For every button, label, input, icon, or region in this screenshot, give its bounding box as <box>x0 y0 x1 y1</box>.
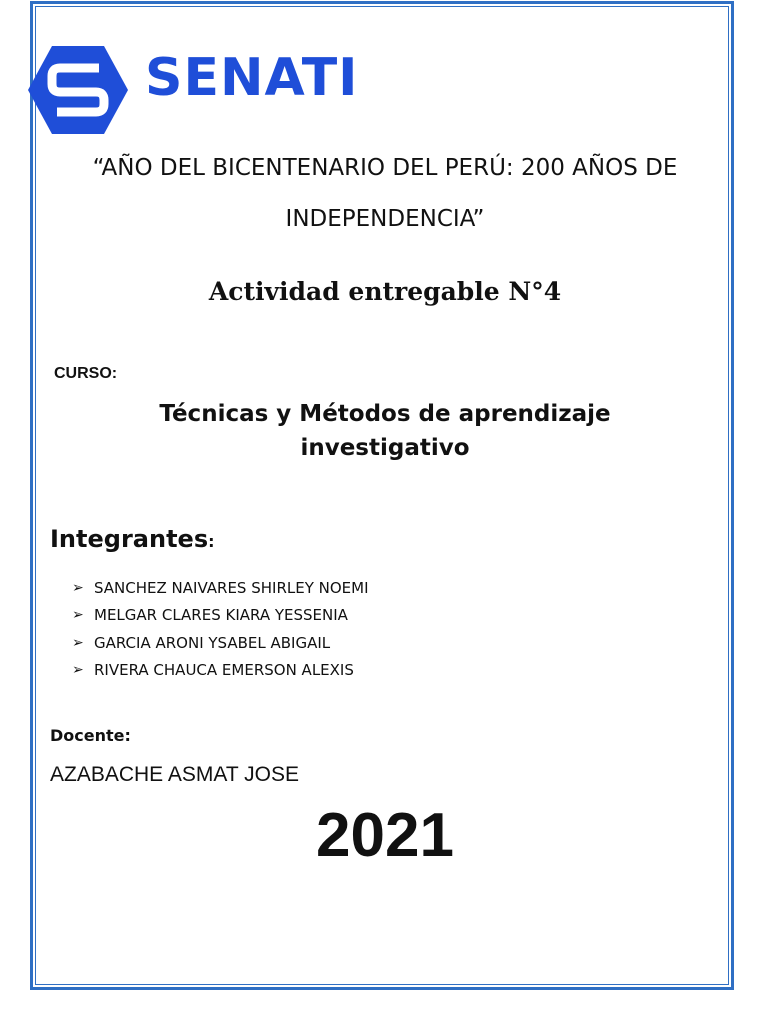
list-item <box>72 657 369 685</box>
member-name: SANCHEZ NAIVARES SHIRLEY NOEMI <box>94 578 369 597</box>
arrow-bullet-icon: ➢ <box>72 607 84 624</box>
teacher-name: AZABACHE ASMAT JOSE <box>50 763 299 786</box>
list-item <box>72 574 369 602</box>
course-title-line-1: Técnicas y Métodos de aprendizaje <box>159 401 611 427</box>
teacher-label: Docente: <box>50 726 131 745</box>
members-label: Integrantes <box>50 525 209 553</box>
members-list <box>72 574 369 684</box>
year: 2021 <box>316 801 454 870</box>
brand-name: SENATI <box>145 48 359 108</box>
arrow-bullet-icon: ➢ <box>72 579 84 596</box>
senati-s-hexagon-icon <box>26 42 130 138</box>
members-colon: : <box>208 532 215 551</box>
member-name: MELGAR CLARES KIARA YESSENIA <box>94 606 348 625</box>
list-item <box>72 602 369 630</box>
member-name: RIVERA CHAUCA EMERSON ALEXIS <box>94 661 354 680</box>
member-name: GARCIA ARONI YSABEL ABIGAIL <box>94 633 331 652</box>
motto-line-1: “AÑO DEL BICENTENARIO DEL PERÚ: 200 AÑOS DE <box>92 155 678 181</box>
motto-line-2: INDEPENDENCIA” <box>285 206 485 232</box>
list-item <box>72 629 369 657</box>
course-label: CURSO: <box>54 365 118 382</box>
arrow-bullet-icon: ➢ <box>72 634 84 651</box>
members-heading <box>50 527 215 551</box>
activity-title: Actividad entregable N°4 <box>208 277 562 306</box>
course-title <box>40 397 730 465</box>
arrow-bullet-icon: ➢ <box>72 662 84 679</box>
course-title-line-2: investigativo <box>300 435 470 461</box>
